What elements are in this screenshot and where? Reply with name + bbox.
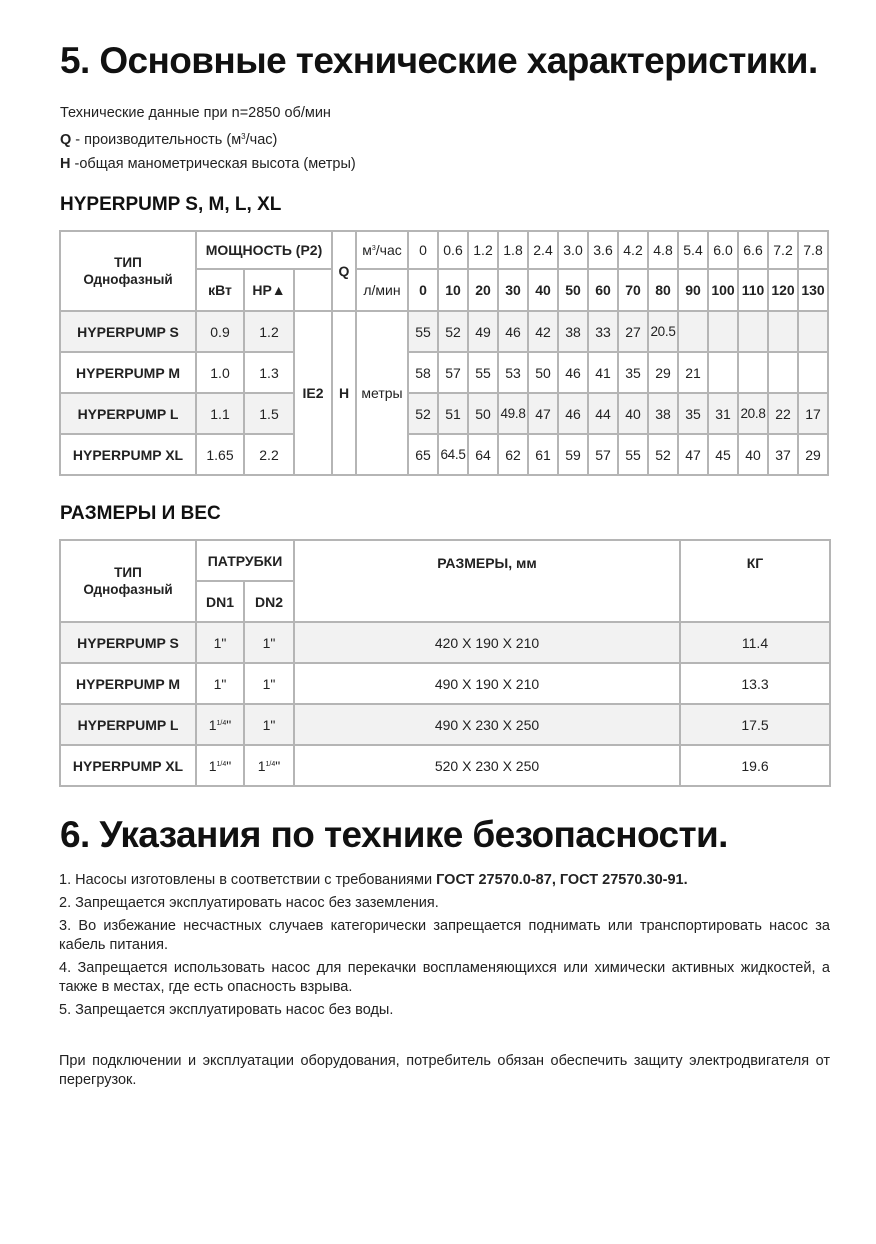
head-value: 59 — [558, 434, 588, 475]
head-value: 55 — [618, 434, 648, 475]
head-value: 57 — [438, 352, 468, 393]
head-value: 40 — [618, 393, 648, 434]
table-row — [60, 745, 830, 786]
head-value: 47 — [528, 393, 558, 434]
flow-m3h-cell: 4.8 — [648, 231, 678, 269]
intro-speed: Технические данные при n=2850 об/мин — [60, 105, 331, 121]
size-value: 490 X 230 X 250 — [294, 704, 680, 745]
head-value: 46 — [558, 352, 588, 393]
size-value: 520 X 230 X 250 — [294, 745, 680, 786]
head-value — [708, 311, 738, 352]
power-header: МОЩНОСТЬ (P2) — [196, 231, 332, 269]
flow-lmin-cell: 130 — [798, 269, 828, 311]
safety-item: 2. Запрещается эксплуатировать насос без заземления. — [59, 895, 439, 911]
head-value: 65 — [408, 434, 438, 475]
head-value: 64.5 — [438, 434, 468, 475]
flow-lmin-cell: 0 — [408, 269, 438, 311]
head-value: 61 — [528, 434, 558, 475]
ie-class: IE2 — [294, 311, 332, 475]
h-label: H — [332, 311, 356, 475]
kw-header: кВт — [196, 269, 244, 311]
flow-lmin-cell: 80 — [648, 269, 678, 311]
flow-lmin-cell: 60 — [588, 269, 618, 311]
head-value: 22 — [768, 393, 798, 434]
table-row — [60, 393, 828, 434]
hp-value: 1.3 — [244, 352, 294, 393]
head-value — [708, 352, 738, 393]
flow-m3h-cell: 1.2 — [468, 231, 498, 269]
kw-value: 1.0 — [196, 352, 244, 393]
table-row — [60, 622, 830, 663]
pump-name: HYPERPUMP XL — [60, 745, 196, 786]
flow-m3h-cell: 3.6 — [588, 231, 618, 269]
pump-name: HYPERPUMP S — [60, 622, 196, 663]
table-row — [60, 352, 828, 393]
head-value: 35 — [618, 352, 648, 393]
kw-value: 1.1 — [196, 393, 244, 434]
pump-name: HYPERPUMP XL — [60, 434, 196, 475]
weight-value: 11.4 — [680, 622, 830, 663]
head-value: 31 — [708, 393, 738, 434]
flow-m3h-cell: 4.2 — [618, 231, 648, 269]
flow-lmin-cell: 100 — [708, 269, 738, 311]
hp-header: HP▲ — [244, 269, 294, 311]
head-value: 42 — [528, 311, 558, 352]
flow-m3h-cell: 5.4 — [678, 231, 708, 269]
flow-lmin-cell: 50 — [558, 269, 588, 311]
q-header: Q — [332, 231, 356, 311]
head-value: 51 — [438, 393, 468, 434]
head-value: 47 — [678, 434, 708, 475]
dimensions-table — [59, 539, 831, 787]
pump-name: HYPERPUMP S — [60, 311, 196, 352]
section-6-title: 6. Указания по технике безопасности. — [60, 814, 728, 855]
hp-value: 1.5 — [244, 393, 294, 434]
flow-m3h-cell: 6.6 — [738, 231, 768, 269]
head-value: 49 — [468, 311, 498, 352]
table-row — [60, 311, 828, 352]
flow-lmin-cell: 30 — [498, 269, 528, 311]
q-unit-lmin: л/мин — [356, 269, 408, 311]
pump-name: HYPERPUMP M — [60, 352, 196, 393]
head-value: 55 — [408, 311, 438, 352]
flow-m3h-cell: 0.6 — [438, 231, 468, 269]
flow-lmin-cell: 120 — [768, 269, 798, 311]
safety-item: 1. Насосы изготовлены в соответствии с требованиями ГОСТ 27570.0-87, ГОСТ 27570.30-91. — [59, 872, 688, 888]
dn1-value: 1" — [196, 622, 244, 663]
flow-m3h-cell: 1.8 — [498, 231, 528, 269]
head-value: 57 — [588, 434, 618, 475]
size-value: 420 X 190 X 210 — [294, 622, 680, 663]
head-value: 49.8 — [498, 393, 528, 434]
performance-table — [59, 230, 829, 476]
head-value: 52 — [648, 434, 678, 475]
dn1-value: $1^{1/4}$" — [196, 704, 244, 745]
head-value: 55 — [468, 352, 498, 393]
flow-lmin-cell: 70 — [618, 269, 648, 311]
safety-item: 5. Запрещается эксплуатировать насос без воды. — [59, 1002, 394, 1018]
overload-note: При подключении и эксплуатации оборудования, потребитель обязан обеспечить защиту электродвигателя от перегрузок. — [59, 1053, 830, 1088]
head-value: 35 — [678, 393, 708, 434]
head-value — [798, 311, 828, 352]
flow-m3h-cell: 3.0 — [558, 231, 588, 269]
kw-value: 0.9 — [196, 311, 244, 352]
table-row — [60, 704, 830, 745]
head-value — [738, 352, 768, 393]
safety-list — [59, 871, 830, 1024]
head-value: 52 — [438, 311, 468, 352]
head-value: 62 — [498, 434, 528, 475]
dn2-value: 1" — [244, 663, 294, 704]
weight-value: 19.6 — [680, 745, 830, 786]
intro-q-line: Q - производительность $(м^3/час)$ — [60, 132, 278, 148]
section-5-title: 5. Основные технические характеристики. — [60, 40, 818, 81]
dn1-value: 1" — [196, 663, 244, 704]
head-value: 21 — [678, 352, 708, 393]
ie-header-blank — [294, 269, 332, 311]
q-unit-m3h: $м^3$/час — [356, 231, 408, 269]
table2-heading: РАЗМЕРЫ И ВЕС — [60, 503, 221, 524]
weight-header: КГ — [680, 540, 830, 622]
safety-item: 4. Запрещается использовать насос для перекачки воспламеняющихся или химически активных жидкостей, а также в местах, где есть опасность взрыва. — [59, 960, 830, 995]
weight-value: 13.3 — [680, 663, 830, 704]
flow-lmin-cell: 90 — [678, 269, 708, 311]
flow-m3h-cell: 6.0 — [708, 231, 738, 269]
pipes-header: ПАТРУБКИ — [196, 540, 294, 581]
head-value — [738, 311, 768, 352]
head-value: 37 — [768, 434, 798, 475]
kw-value: 1.65 — [196, 434, 244, 475]
head-value: 17 — [798, 393, 828, 434]
flow-lmin-cell: 110 — [738, 269, 768, 311]
head-value — [678, 311, 708, 352]
head-value: 29 — [648, 352, 678, 393]
weight-value: 17.5 — [680, 704, 830, 745]
size-header: РАЗМЕРЫ, мм — [294, 540, 680, 622]
table1-heading: HYPERPUMP S, M, L, XL — [60, 194, 282, 215]
flow-lmin-cell: 20 — [468, 269, 498, 311]
dn1-value: $1^{1/4}$" — [196, 745, 244, 786]
dim-type-header: ТИП Однофазный — [60, 540, 196, 622]
pump-name: HYPERPUMP L — [60, 393, 196, 434]
head-value: 27 — [618, 311, 648, 352]
size-value: 490 X 190 X 210 — [294, 663, 680, 704]
head-value: 58 — [408, 352, 438, 393]
head-value: 29 — [798, 434, 828, 475]
head-value: 44 — [588, 393, 618, 434]
head-value: 33 — [588, 311, 618, 352]
head-value: 52 — [408, 393, 438, 434]
dn2-value: $1^{1/4}$" — [244, 745, 294, 786]
head-value: 46 — [498, 311, 528, 352]
safety-item: 3. Во избежание несчастных случаев категорически запрещается поднимать или транспортировать насос за кабель питания. — [59, 918, 830, 953]
head-value: 64 — [468, 434, 498, 475]
flow-m3h-cell: 7.2 — [768, 231, 798, 269]
flow-m3h-cell: 2.4 — [528, 231, 558, 269]
head-value: 46 — [558, 393, 588, 434]
flow-m3h-cell: 7.8 — [798, 231, 828, 269]
head-value: 20.8 — [738, 393, 768, 434]
head-value: 38 — [648, 393, 678, 434]
head-value: 53 — [498, 352, 528, 393]
dn2-value: 1" — [244, 622, 294, 663]
head-value: 20.5 — [648, 311, 678, 352]
dn1-header: DN1 — [196, 581, 244, 622]
pump-name: HYPERPUMP L — [60, 704, 196, 745]
pump-name: HYPERPUMP M — [60, 663, 196, 704]
hp-value: 2.2 — [244, 434, 294, 475]
table-row — [60, 434, 828, 475]
flow-lmin-cell: 10 — [438, 269, 468, 311]
intro-h-line: H -общая манометрическая высота (метры) — [60, 156, 356, 172]
dn2-value: 1" — [244, 704, 294, 745]
head-value — [768, 352, 798, 393]
dn2-header: DN2 — [244, 581, 294, 622]
hp-value: 1.2 — [244, 311, 294, 352]
h-unit: метры — [356, 311, 408, 475]
head-value: 50 — [468, 393, 498, 434]
head-value — [798, 352, 828, 393]
head-value: 45 — [708, 434, 738, 475]
head-value: 41 — [588, 352, 618, 393]
intro-block — [60, 101, 356, 176]
flow-lmin-cell: 40 — [528, 269, 558, 311]
head-value: 50 — [528, 352, 558, 393]
head-value: 40 — [738, 434, 768, 475]
flow-m3h-cell: 0 — [408, 231, 438, 269]
head-value: 38 — [558, 311, 588, 352]
head-value — [768, 311, 798, 352]
type-header: ТИП Однофазный — [60, 231, 196, 311]
table-row — [60, 663, 830, 704]
